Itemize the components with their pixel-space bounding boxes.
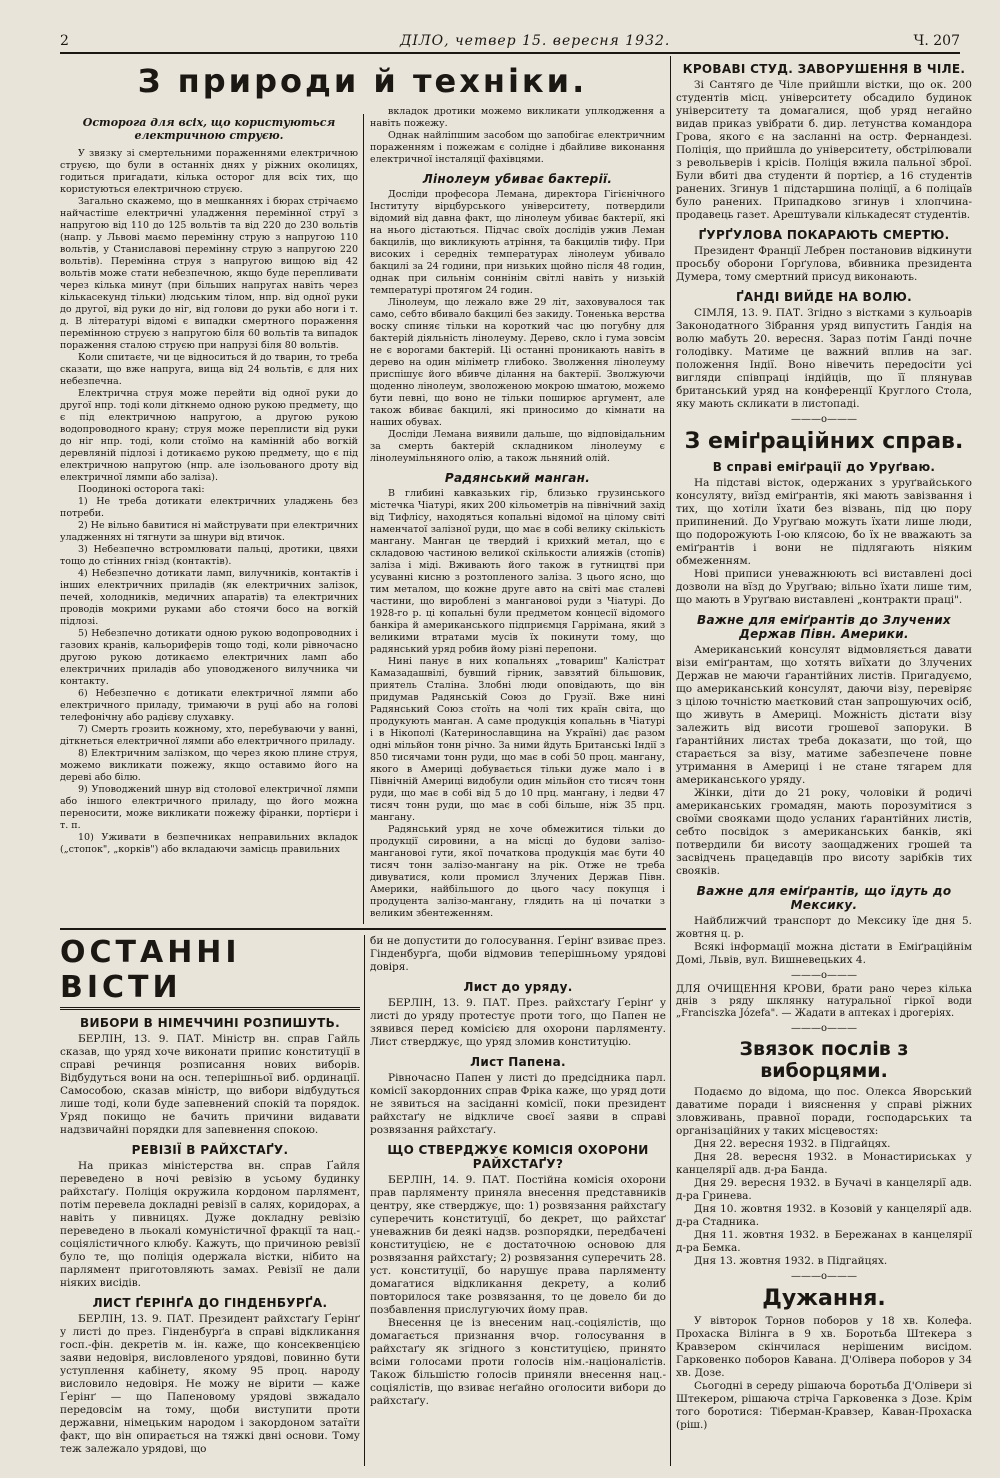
- list-item: Дня 13. жовтня 1932. в Підгайцях.: [694, 1255, 888, 1267]
- paragraph: Найближчий транспорт до Мексику їде дня 5. жовтня ц. р.: [676, 915, 972, 940]
- paragraph: 5) Небезпечно дотикати одною рукою водопроводних і газових кранів, кальориферів тощо тоді, коли рівночасно другою рукою дотикаємо електричних ламп або електричних приладів або уповодженого вилучника чи контакту.: [60, 628, 358, 687]
- headline-gorgulov: ҐУРҐУЛОВА ПОКАРАЮТЬ СМЕРТЮ.: [698, 228, 950, 242]
- paragraph: Американський консулят відмовляється давати візи еміґрантам, що хотять виїхати до Злучених Держав не маючи ґарантійних листів. Пригадуємо, що американський консулят, даючи візу, перевіряє з цілою точністю маєтковий стан запрошуючих осіб, що живуть в Америці. Можність дістати візу залежить від висоти грошевої запоруки. В ґарантійних листах треба доказати, що той, що старається за візу, матиме забезпечене повне утримання в Америці і не стане тягарем для американського уряду.: [676, 644, 972, 786]
- subheading-mexico: Важне для еміґрантів, що їдуть до Мексику.: [696, 884, 952, 912]
- list-item: Дня 28. вересня 1932. в Монастириськах у канцелярії адв. д-ра Банда.: [676, 1151, 972, 1176]
- paragraph: би не допустити до голосування. Ґерінґ взиває през. Гінденбурґа, щоби відмовив теперішньому урядові довіря.: [370, 935, 666, 973]
- separator: ———o———: [790, 970, 858, 981]
- paragraph: 8) Електричним залізком, що через якою плине струя, можемо викликати пожежу, якщо оставимо його на дереві або білю.: [60, 748, 358, 783]
- paragraph: У звязку зі смертельними пораженнями електричною струєю, що були в останніх днях у ріжних околицях, годиться пригадати, кілька осторог для всіх тих, що користуються електричною струєю.: [60, 148, 358, 195]
- paragraph: Загально скажемо, що в мешканнях і бюрах стрічаємо найчастіше електричні уладження перемінної струї з напругою від 110 до 125 вольтів та від 220 до 230 вольтів (напр. у Львові маємо перемінну струю з напругою 110 вольтів, у Станиславові перемінну струю з напругою 220 вольтів). Перемінна струя з напругою вищою від 42 вольтів може стати небезпечною, якщо буде перепливати через кілька минут (при більших напругах навіть через кількасекунд тільки) людським тілом, нпр. від одної руки до другої, від руки до ніг, від голови до руки або ноги і т. д. В літературі відомі є випадки смертного пораження перемінною струєю з напругою біля 60 вольтів та випадок пораження сталою струєю при напрузі біля 80 вольтів.: [60, 196, 358, 351]
- list-item: Дня 29. вересня 1932. в Бучачі в канцелярії адв. д-ра Гринева.: [676, 1177, 972, 1202]
- subheading-letter-to-government: Лист до уряду.: [463, 980, 573, 994]
- paragraph: Сьогодні в середу рішаюча боротьба Д'Олівери зі Штекером, рішаюча стріча Гарковенка з Дозе. Крім того боротися: Тіберман-Кравзер, Каван-Прохаска (ріш.): [676, 1380, 972, 1431]
- paragraph: В глибині кавказьких гір, близько грузинського містечка Чіатурі, яких 200 кільометрів на північний захід від Тифлісу, находяться копальні відомої на цілому світі наменчатої залізної руди, що має в собі велику скількість мангану. Манган це твердий і крихкий метал, що є складовою частиною великої скількости алияжів (стопів) заліза і міді. Вживають його також в гутництві при усуванні кисню з розтопленого заліза. З цього ясно, що тим металом, що кожне друге авто на світі має сталеві частини, що вироблені з мангановоі руди з Чіатурі. До 1928-го р. ці копальні були предметом концесії відомого банкіра й американського підприємця Гаррімана, який з великими втратами мусів їх покинути тому, що радянський уряд робив йому різні перепони.: [370, 488, 665, 655]
- paragraph: Нині панує в них копальнях „товариш" Калістрат Камазадашвілі, бувший гірник, завзятий більшовик, приятель Сталіна. Злобні люди оповідають, що він придумав Радянській Союз до Грузії. Вже нині Радянський Союз стоїть на чолі тих країн світа, що продукують манган. А саме продукція копальнь в Чіатурі і в Нікополі (Катеринославщина на Україні) дає разом одні мільйон тонн річно. За ними йдуть Британські Індії з 850 тисячами тонн руди, що має в собі 50 проц. мангану, якого в Америці добувається тільки дуже мало і в Північній Америці видобули один мільйон сто тисяч тонн руди, що має в собі від 5 до 10 прц. мангану, і ледви 47 тисяч тонн руди, що має в собі більше, ніж 35 прц. мангану.: [370, 656, 665, 823]
- section-title-voters: Звязок послів з виборцями.: [739, 1038, 909, 1082]
- right-column: [676, 56, 972, 1466]
- paragraph: СІМЛЯ, 13. 9. ПАТ. Згідно з вістками з кульоарів Законодатного Зібрання уряд випустить Ґандія на волю мабуть 20. вересня. Зараз потім Ґанді почне голодівку. Матиме це важний вплив на заг. положення Індії. Воно нівечить передосіти усі вигляди співпраці індійців, що її плянував британський уряд на конференції Круглого Стола, яку мають скликати в листопаді.: [676, 307, 972, 410]
- section-title-latest-news: ОСТАННІ ВІСТИ: [60, 935, 360, 1010]
- separator: ———o———: [790, 1023, 858, 1034]
- list-item: Дня 10. жовтня 1932. в Козовій у канцелярії адв. д-ра Стадника.: [676, 1203, 972, 1228]
- paragraph: вкладок дротики можемо викликати уплкодження а навіть пожежу.: [370, 106, 665, 129]
- paragraph: Досліди Лемана виявили дальше, що відповідальним за смерть бактерій складником лінолеуму є лінолеумільняного олію, а також льняний олій.: [370, 429, 665, 464]
- headline-commission: ЩО СТВЕРДЖУЄ КОМІСІЯ ОХОРОНИ РАЙХСТАҐУ?: [387, 1143, 649, 1171]
- news-col-left: [60, 935, 360, 1466]
- headline-chile: КРОВАВІ СТУД. ЗАВОРУШЕННЯ В ЧІЛЕ.: [682, 62, 966, 76]
- section-rule: [60, 928, 666, 930]
- paragraph: Однак найліпшим засобом що запобігає електричним пораженням і пожежам є солідне і дбайливе виконання електричної інсталяції фахівцями.: [370, 130, 665, 165]
- paragraph: Коли спитаєте, чи це відноситься й до тварин, то треба сказати, що вже напруга, вища від 24 вольтів, є для них небезпечна.: [60, 352, 358, 387]
- paragraph: Рівночасно Папен у листі до предсідника парл. комісії закордонних справ Фріка каже, що уряд доти не зявиться на засіданні комісії, поки президент райхстаґу не відкличе своєї заяви в справі розвязання райхстаґу.: [370, 1072, 666, 1136]
- paragraph: Жінки, діти до 21 року, чоловіки й родичі американських громадян, мають порозумітися з своїми свояками щодо усланих ґарантійних листів, себто посвідок з американських банків, які потвердили би висоту заощаджених грошей та засвідчень працедавців про висоту зарібків тих свояків.: [676, 787, 972, 877]
- subheading-usa: Важне для еміґрантів до Злучених Держав Півн. Америки.: [697, 613, 951, 641]
- headline-gandhi: ҐАНДІ ВИЙДЕ НА ВОЛЮ.: [735, 290, 913, 304]
- headline-elections: ВИБОРИ В НІМЕЧЧИНІ РОЗПИШУТЬ.: [80, 1016, 340, 1030]
- paragraph: Президент Франції Лебрен постановив відкинути просьбу оборони Ґорґулова, вбивника президента Думера, тому смертний присуд виконають.: [676, 245, 972, 283]
- column-rule: [364, 935, 365, 1466]
- paragraph: Поодинокі осторога такі:: [78, 484, 205, 495]
- masthead: [60, 30, 960, 54]
- paragraph: На підставі вісток, одержаних з уруґвайського консуляту, виїзд еміґрантів, які мають завізвання і тих, що хотіли їхати без візвань, під цю пору припинений. До Уруґваю можуть їхати лише люди, що подорожують І-ою клясою, бо їх не вважають за еміґрантів і вони не підлягають ніяким обмеженням.: [676, 477, 972, 567]
- paragraph: БЕРЛІН, 13. 9. ПАТ. През. райхстаґу Ґерінґ у листі до уряду протестує проти того, що Папен не зявився перед комісією для охорони парляменту. Лист стверджує, що уряд зломив конституцію.: [370, 997, 666, 1048]
- headline-searches: РЕВІЗІЇ В РАЙХСТАҐУ.: [131, 1143, 289, 1157]
- paragraph: 9) Уповоджений шнур від столової електричної лямпи або іншого електричного приладу, що його можна переносити, може викликати пожежу фіранки, портієри і т. п.: [60, 784, 358, 831]
- paragraph: 7) Смерть грозить кожному, хто, перебуваючи у ванні, діткнеться електричної лямпи або електричного приладу.: [60, 724, 358, 747]
- paragraph: Досліди професора Лемана, директора Гігієнічного Інституту вірцбурського університету, потвердили відомий від давна факт, що лінолеум убиває бактерії, які на нього дістаються. Підчас своїх дослідів ужив Леман бакцилів, що викликують атріння, та бакцилів тифу. При високих і середніх температурах лінолеум убивало бакцилі за 24 години, при низьких щойно після 48 годин, однак при сильнім соннінім світлі навіть у низькій температурі протягом 24 годин.: [370, 189, 665, 296]
- section-title-emigration: З еміґраційних справ.: [684, 429, 964, 454]
- page-number: 2: [60, 33, 69, 49]
- paragraph: 4) Небезпечно дотикати ламп, вилучників, контактів і інших електричних приладів (як електричних залізок, печей, холодників, медичних апаратів) та електричних проводів мокрими руками або стоячи босо на вогкій підлозі.: [60, 568, 358, 627]
- paragraph: 2) Не вільно бавитися ні майструвати при електричних уладженнях ні тягнути за шнури від втичок.: [60, 520, 358, 543]
- subheading-mangan: Радянський манган.: [444, 471, 591, 485]
- paragraph: Лінолеум, що лежало вже 29 літ, заховувалося так само, себто вбивало бакцилі без закиду. Тоненька верства воску спиняє тільки на короткий час цю погубну для бактерій діяльність лінолеуму. Дерево, скло і гума зовсім не є ворогами бактерій. Ці останні проникають навіть в дерево на один міліметр глибоко. Зволження лінолеуму приспішує його вбивче ділання на бактерії. Зволжуючи щоденно лінолеум, зволоженою мокрою шматою, можемо бути певні, що воно не тільки поширює аргумент, але також вбиває бакцилі, які приносимо до кімнати на наших обувах.: [370, 297, 665, 428]
- paragraph: 10) Уживати в безпечниках неправильних вкладок („стопок", „корків") або вкладаючи замісць правильних: [60, 832, 358, 855]
- article-lead: Осторога для всіх, що користуються електричною струєю.: [82, 116, 336, 142]
- paragraph: 3) Небезпечно встромлювати пальці, дротики, цвяхи тощо до стінних гнізд (контактів).: [60, 544, 358, 567]
- paragraph: 1) Не треба дотикати електричних уладжень без потреби.: [60, 496, 358, 519]
- paragraph: Електрична струя може перейти від одної руки до другої нпр. тоді коли діткнемо одною рукою предмету, що є під електричною напругою, а другою рукою водопроводного крану; струя може переплисти від руки до ніг нпр. тоді, коли стоїмо на камінній або вогкій деревляній підлозі і дотикаємо рукою предмету, що є під електричною напругою (нпр. але ізольованого дроту від електричної лямпи або заліза).: [60, 388, 358, 483]
- subheading-uruguay: В справі еміґрації до Уруґваю.: [712, 460, 936, 474]
- issue-number: Ч. 207: [913, 33, 960, 49]
- paragraph: Зі Сантяго де Чіле прийшли вістки, що ок. 200 студентів місц. університету обсадило будинок університету та домагалися, щоб уряд негайно видав приказ увібрати б. дир. летунства командора Грова, якого є на засланні на остр. Фернандезі. Поліція, що прийшла до університету, обстрілювали з револьверів і крісів. Поліція вжила пальної зброї. Були вбиті два студенти й портієр, а 16 студентів ранених. Згинув 1 підстаршина поліції, а 6 поліцаїв було ранених. Припадково згинув і хлопчина-продавець газет. Арештували кількадесят студентів.: [676, 79, 972, 221]
- paragraph: Внесення це із внесеним нац.-соціялістів, що домагається признання вчор. голосування в райхстаґу як згідного з конституцією, принято всіми голосами проти голосів нім.-націоналістів. Також більшістю голосів приняли внесення нац.-соціялістів, що взиває неґайно оголосити вибори до райхстаґу.: [370, 1317, 666, 1407]
- separator: ———o———: [790, 1271, 858, 1282]
- list-item: Дня 22. вересня 1932. в Підгайцях.: [694, 1138, 891, 1150]
- section-title-wrestling: Дужання.: [762, 1286, 886, 1311]
- subheading-papen-letter: Лист Папена.: [470, 1055, 566, 1069]
- subheading-linoleum: Лінолеум убиває бактерії.: [422, 172, 613, 186]
- nature-col-right: [370, 106, 665, 924]
- paragraph: БЕРЛІН, 13. 9. ПАТ. Президент райхстаґу Ґерінґ у листі до през. Гінденбурґа в справі відкликання госп.-фін. декретів м. ін. каже, що конcеквенцією заяви недовіря, висловленого урядові, повинно бути уступлення кабінету, якому 95 проц. народу висловило недовіря. Не можу не вірити — каже Ґерінґ — що Папеновому урядові звжадало передовсім на тому, щоби виступити проти державни, німецьким народом і закордоном затаїти факт, що він опирається на тяжкі двні основи. Тому теж залежало урядові, що: [60, 1313, 360, 1455]
- headline-goering-letter: ЛИСТ ҐЕРІНҐА ДО ГІНДЕНБУРҐА.: [92, 1296, 328, 1310]
- main-column-rule: [670, 56, 671, 1466]
- separator: ———o———: [790, 414, 858, 425]
- advertisement: ДЛЯ ОЧИЩЕННЯ КРОВИ, брати рано через кілька днів з ряду шклянку натуральної гіркої води „Franciszka Józefa". — Жадати в аптеках і дрогеріях.: [676, 984, 972, 1019]
- paragraph: Всякі інформації можна дістати в Еміґраційнім Домі, Львів, вул. Вишневецьких 4.: [676, 941, 972, 966]
- section-title-nature: З природи й техніки.: [137, 62, 588, 100]
- column-rule: [363, 114, 364, 924]
- nature-col-left: [60, 114, 358, 924]
- paragraph: 6) Небезпечно є дотикати електричної лямпи або електричного приладу, тримаючи в руці або на голові телефонічну або радієву слухавку.: [60, 688, 358, 723]
- paragraph: Нові приписи уневажнюють всі виставлені досі дозволи на вїзд до Уруґваю; вільно їхати лише тим, що мають в Уруґваю виставлені „контракти праці".: [676, 568, 972, 606]
- paragraph: У вівторок Торнов поборов у 18 хв. Колефа. Прохаска Вілінга в 9 хв. Боротьба Штекера з Кравзером скінчилася нерішеним висідом. Гарковенко поборов Кавана. Д'Олівера поборов у 34 хв. Дозе.: [676, 1315, 972, 1379]
- list-item: Дня 11. жовтня 1932. в Бережанах в канцелярії д-ра Бемка.: [676, 1229, 972, 1254]
- paragraph: БЕРЛІН, 13. 9. ПАТ. Міністр вн. справ Гайль сказав, що уряд хоче виконати припис конституції в справі речинця розписання нових виборів. Відбудуться вони на осн. теперішньої виб. ординації. Самособою, сказав міністр, що вибори відбудуться лише тоді, коли буде запевнений спокій та порядок. Уряд покищо не бачить причини видавати надзвичайні порядки для запевнення спокою.: [60, 1033, 360, 1136]
- nature-section: [60, 56, 665, 926]
- paragraph: Подаємо до відома, що пос. Олекса Яворський даватиме поради і вияснення у справі ріжних зловживань, правної поради, господарських та організаційних у таких місцевостях:: [676, 1086, 972, 1137]
- paragraph: Радянський уряд не хоче обмежитися тільки до продукції сировини, а на місці до будови залізо-мангановоі гути, якої початкова продукція має бути 40 тисяч тонн залізо-мангану на рік. Отже не треба дивуватися, коли промисл Злучених Держав Півн. Америки, найбільшого до цього часу покупця і продуцента залізо-мангану, глядить на ці початки з великим збентеженням.: [370, 824, 665, 919]
- news-col-right: [370, 935, 666, 1466]
- paragraph: На приказ міністерства вн. справ Ґайля переведено в ночі ревізію в усьому будинку райхстаґу. Поліція окружила кордоном парлямент, потім перевела докладні ревізії в салях, коридорах, а навіть у пивницях. Дуже докладну ревізію переведено в льокалі комуністичної фракції та нац.-соціялістичного клюбу. Кажуть, що причиною ревізії було те, що поліція одержала вістки, нібито на парлямент приготовляють замах. Ревізії не дали ніяких висідів.: [60, 1160, 360, 1289]
- paragraph: БЕРЛІН, 14. 9. ПАТ. Постійна комісія охорони прав парляменту приняла внесення представників центру, яке стверджує, що: 1) розвязання райхстаґу суперечить конституції, бо декрет, що райхстаґ уневажнив би деякі надзв. розпорядки, передбачені конституцією, не є достаточною основою для розвязання райхстаґу; 2) розвязання суперечить 28. уст. конституції, бо нарушує права парляменту домагатися відкликання декрету, а колиб повторилося таке розвязання, то це довело би до позбавлення прислугуючих йому прав.: [370, 1174, 666, 1316]
- newspaper-title: ДІЛО, четвер 15. вересня 1932.: [400, 33, 671, 49]
